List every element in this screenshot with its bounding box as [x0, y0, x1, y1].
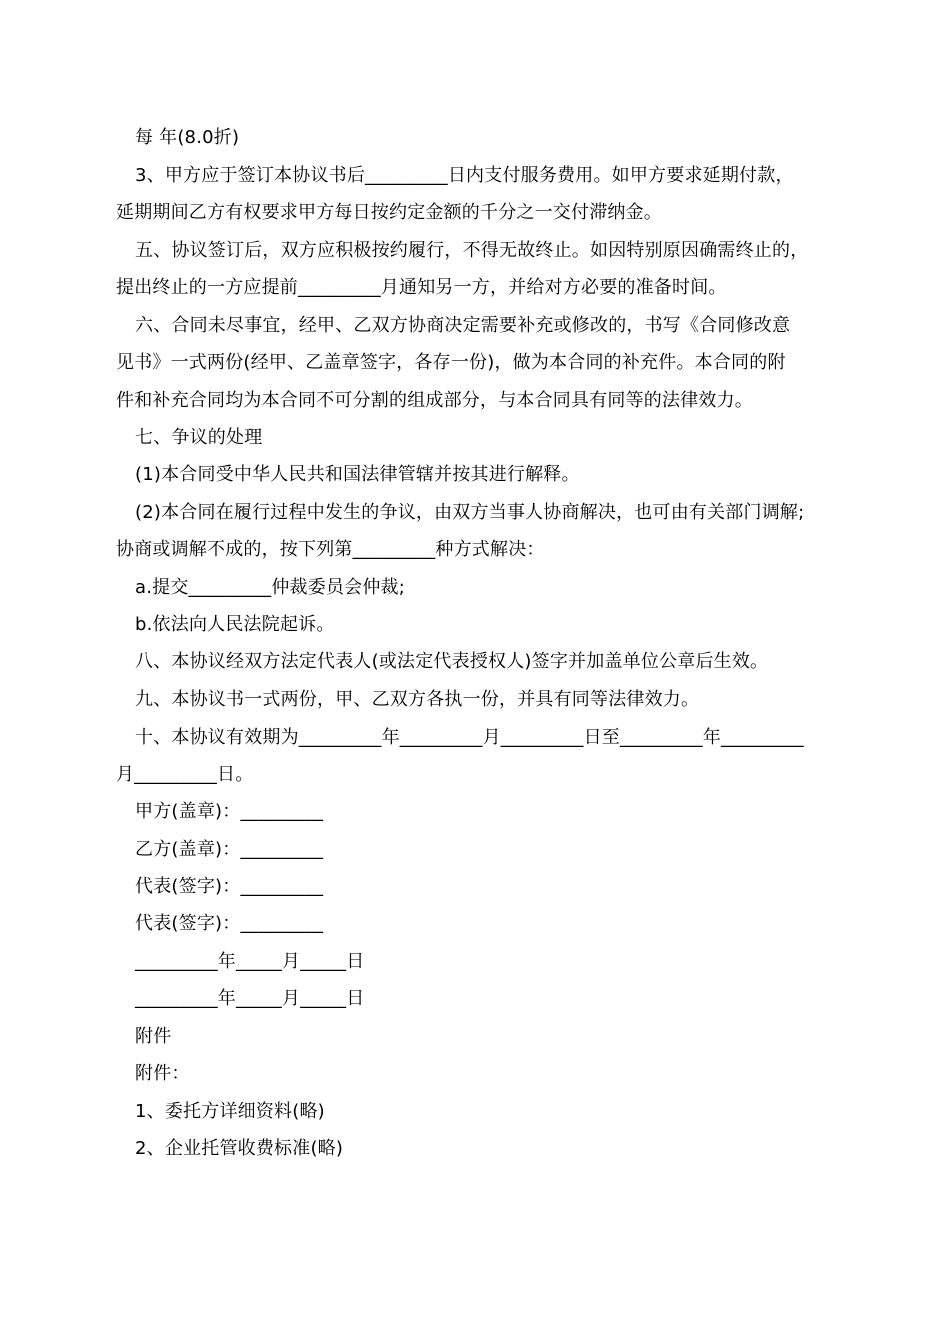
- attachment-item-2: 2、企业托管收费标准(略): [135, 1138, 344, 1159]
- section-heading-dispute: 七、争议的处理: [135, 427, 263, 448]
- text-line-clause-six: 六、合同未尽事宜，经甲、乙双方协商决定需要补充或修改的，书写《合同修改意: [135, 315, 791, 336]
- text-line-validity-end: 月_________日。: [116, 764, 254, 785]
- text-line-option-arbitration: a.提交_________仲裁委员会仲裁;: [135, 577, 406, 598]
- attachment-label: 附件：: [135, 1063, 190, 1084]
- attachment-heading: 附件: [135, 1026, 172, 1047]
- text-line-supplementary-contract: 件和补充合同均为本合同不可分割的组成部分，与本合同具有同等的法律效力。: [116, 390, 753, 411]
- text-line-payment-term: 3、甲方应于签订本协议书后_________日内支付服务费用。如甲方要求延期付款，: [135, 165, 794, 186]
- text-line-resolution-method: 协商或调解不成的，按下列第_________种方式解决：: [116, 539, 545, 560]
- text-line-governing-law: (1)本合同受中华人民共和国法律管辖并按其进行解释。: [135, 464, 580, 485]
- attachment-item-1: 1、委托方详细资料(略): [135, 1101, 325, 1122]
- signature-date-2: _________年_____月_____日: [135, 988, 365, 1009]
- text-line-clause-eight: 八、本协议经双方法定代表人(或法定代表授权人)签字并加盖单位公章后生效。: [135, 651, 769, 672]
- text-line-dispute-resolution: (2)本合同在履行过程中发生的争议，由双方当事人协商解决，也可由有关部门调解;: [135, 502, 805, 523]
- signature-representative-1: 代表(签字)：_________: [135, 876, 324, 897]
- signature-party-b-seal: 乙方(盖章)：_________: [135, 839, 324, 860]
- signature-party-a-seal: 甲方(盖章)：_________: [135, 801, 324, 822]
- text-line-termination-notice: 提出终止的一方应提前_________月通知另一方，并给对方必要的准备时间。: [116, 277, 727, 298]
- text-line-modification-opinion: 见书》一式两份(经甲、乙盖章签字，各存一份)，做为本合同的补充件。本合同的附: [116, 352, 786, 373]
- text-line-discount: 每 年(8.0折): [135, 127, 240, 148]
- text-line-option-court: b.依法向人民法院起诉。: [135, 614, 335, 635]
- signature-representative-2: 代表(签字)：_________: [135, 913, 324, 934]
- text-line-clause-nine: 九、本协议书一式两份，甲、乙双方各执一份，并具有同等法律效力。: [135, 689, 700, 710]
- text-line-clause-five: 五、协议签订后，双方应积极按约履行，不得无故终止。如因特别原因确需终止的，: [135, 240, 809, 261]
- text-line-late-fee: 延期期间乙方有权要求甲方每日按约定金额的千分之一交付滞纳金。: [116, 202, 662, 223]
- text-line-validity-period: 十、本协议有效期为_________年_________月_________日至_________年_________: [135, 727, 804, 748]
- signature-date-1: _________年_____月_____日: [135, 951, 365, 972]
